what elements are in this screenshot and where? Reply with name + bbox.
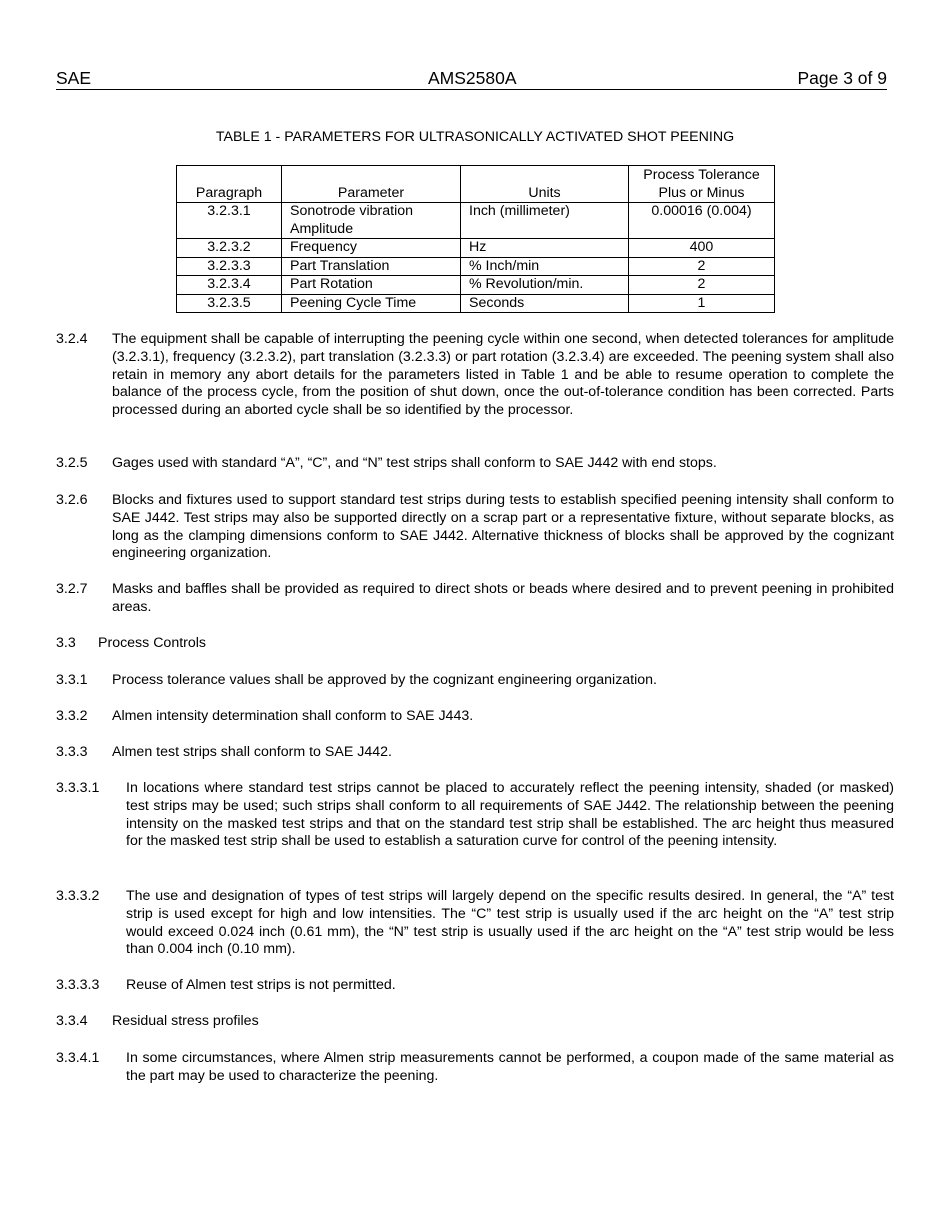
col-header-tolerance-line1: Process Tolerance <box>643 167 760 183</box>
cell-units: % Inch/min <box>461 257 629 276</box>
paragraph-number: 3.2.5 <box>56 455 88 471</box>
cell-parameter: Part Rotation <box>282 276 461 295</box>
table-header-row <box>177 166 775 203</box>
paragraph-3-3-4-1 <box>56 1050 894 1086</box>
paragraph-number: 3.3.2 <box>56 708 88 724</box>
paragraph-3-3-2 <box>56 708 894 726</box>
cell-parameter-line1: Sonotrode vibration <box>290 203 414 219</box>
paragraph-3-3-4 <box>56 1013 894 1031</box>
cell-units: Seconds <box>461 294 629 313</box>
paragraph-text: Process tolerance values shall be approved by the cognizant engineering organization. <box>112 672 657 688</box>
paragraph-text: Masks and baffles shall be provided as required to direct shots or beads where desired and to prevent peening in prohibited areas. <box>112 581 894 615</box>
section-title: Process Controls <box>98 635 207 651</box>
paragraph-text: In some circumstances, where Almen strip measurements cannot be performed, a coupon made of the same material as the part may be used to characterize the peening. <box>126 1050 894 1084</box>
cell-tolerance: 1 <box>629 294 775 313</box>
paragraph-number: 3.3 <box>56 635 76 651</box>
paragraph-3-3-3-1 <box>56 780 894 851</box>
page-header <box>56 68 887 90</box>
paragraph-number: 3.3.3.3 <box>56 977 100 993</box>
table-row <box>177 294 775 313</box>
paragraph-text: Reuse of Almen test strips is not permitted. <box>126 977 396 993</box>
paragraph-3-2-4 <box>56 331 894 420</box>
table-row <box>177 239 775 258</box>
table-row <box>177 257 775 276</box>
cell-parameter: Peening Cycle Time <box>282 294 461 313</box>
cell-units: % Revolution/min. <box>461 276 629 295</box>
paragraph-3-3-1 <box>56 672 894 690</box>
header-page-number: Page 3 of 9 <box>797 68 887 88</box>
paragraph-3-3-3-3 <box>56 977 894 995</box>
cell-parameter <box>282 203 461 239</box>
cell-paragraph: 3.2.3.4 <box>177 276 282 295</box>
parameters-table <box>176 165 775 313</box>
table-row <box>177 276 775 295</box>
cell-paragraph: 3.2.3.3 <box>177 257 282 276</box>
cell-paragraph: 3.2.3.5 <box>177 294 282 313</box>
cell-paragraph: 3.2.3.1 <box>177 203 282 239</box>
paragraph-number: 3.2.6 <box>56 492 88 508</box>
cell-parameter: Part Translation <box>282 257 461 276</box>
cell-tolerance: 400 <box>629 239 775 258</box>
cell-tolerance: 0.00016 (0.004) <box>629 203 775 239</box>
header-doc-number: AMS2580A <box>428 68 517 88</box>
cell-tolerance: 2 <box>629 257 775 276</box>
cell-parameter: Frequency <box>282 239 461 258</box>
col-header-parameter: Parameter <box>282 166 461 203</box>
paragraph-number: 3.2.7 <box>56 581 88 597</box>
cell-paragraph: 3.2.3.2 <box>177 239 282 258</box>
cell-tolerance: 2 <box>629 276 775 295</box>
paragraph-text: Gages used with standard “A”, “C”, and “N” test strips shall conform to SAE J442 with end stops. <box>112 455 717 471</box>
paragraph-number: 3.3.3.1 <box>56 780 100 796</box>
table-row <box>177 203 775 239</box>
paragraph-3-2-7 <box>56 581 894 617</box>
table-title: TABLE 1 - PARAMETERS FOR ULTRASONICALLY ACTIVATED SHOT PEENING <box>215 129 735 145</box>
col-header-units: Units <box>461 166 629 203</box>
paragraph-text: The equipment shall be capable of interrupting the peening cycle within one second, when detected tolerances for amplitude (3.2.3.1), frequency (3.2.3.2), part translation (3.2.3.3) or part rotation (3.2.3.4) are exceeded. The peening system shall also retain in memory any abort details for the parameters listed in Table 1 and be able to resume operation to complete the balance of the process cycle, from the position of shut down, once the out-of-tolerance condition has been corrected. Parts processed during an aborted cycle shall be so identified by the processor. <box>112 331 894 419</box>
paragraph-number: 3.2.4 <box>56 331 88 347</box>
paragraph-text: In locations where standard test strips cannot be placed to accurately reflect the peening intensity, shaded (or masked) test strips may be used; such strips shall conform to all requirements of SAE J442. The relationship between the peening intensity on the masked test strips and that on the standard test strip shall be established. The arc height thus measured for the masked test strip shall be used to establish a saturation curve for control of the peening intensity. <box>126 780 894 850</box>
section-heading-3-3 <box>56 635 894 653</box>
paragraph-number: 3.3.1 <box>56 672 88 688</box>
col-header-tolerance-line2: Plus or Minus <box>658 184 745 201</box>
paragraph-3-2-6 <box>56 492 894 563</box>
paragraph-number: 3.3.4 <box>56 1013 88 1029</box>
paragraph-number: 3.3.3.2 <box>56 888 100 904</box>
paragraph-text: Almen test strips shall conform to SAE J442. <box>112 744 392 760</box>
cell-units: Hz <box>461 239 629 258</box>
cell-parameter-line2: Amplitude <box>290 220 354 237</box>
header-org: SAE <box>56 68 92 88</box>
paragraph-text: Blocks and fixtures used to support standard test strips during tests to establish specified peening intensity shall conform to SAE J442. Test strips may also be supported directly on a scrap part or a representative fixture, without separate blocks, as long as the clamping dimensions conform to SAE J442. Alternative thickness of blocks shall be approved by the cognizant engineering organization. <box>112 492 894 562</box>
paragraph-text: Residual stress profiles <box>112 1013 259 1029</box>
paragraph-3-2-5 <box>56 455 894 473</box>
paragraph-text: Almen intensity determination shall conform to SAE J443. <box>112 708 474 724</box>
col-header-paragraph: Paragraph <box>177 166 282 203</box>
paragraph-3-3-3 <box>56 744 894 762</box>
paragraph-number: 3.3.4.1 <box>56 1050 100 1066</box>
paragraph-text: The use and designation of types of test strips will largely depend on the specific results desired. In general, the “A” test strip is used except for high and low intensities. The “C” test strip is usually used if the arc height on the “A” test strip would exceed 0.024 inch (0.61 mm), the “N” test strip is usually used if the arc height on the “A” test strip would be less than 0.004 inch (0.10 mm). <box>126 888 894 958</box>
paragraph-number: 3.3.3 <box>56 744 88 760</box>
cell-units: Inch (millimeter) <box>461 203 629 239</box>
paragraph-3-3-3-2 <box>56 888 894 959</box>
col-header-tolerance <box>629 166 775 203</box>
